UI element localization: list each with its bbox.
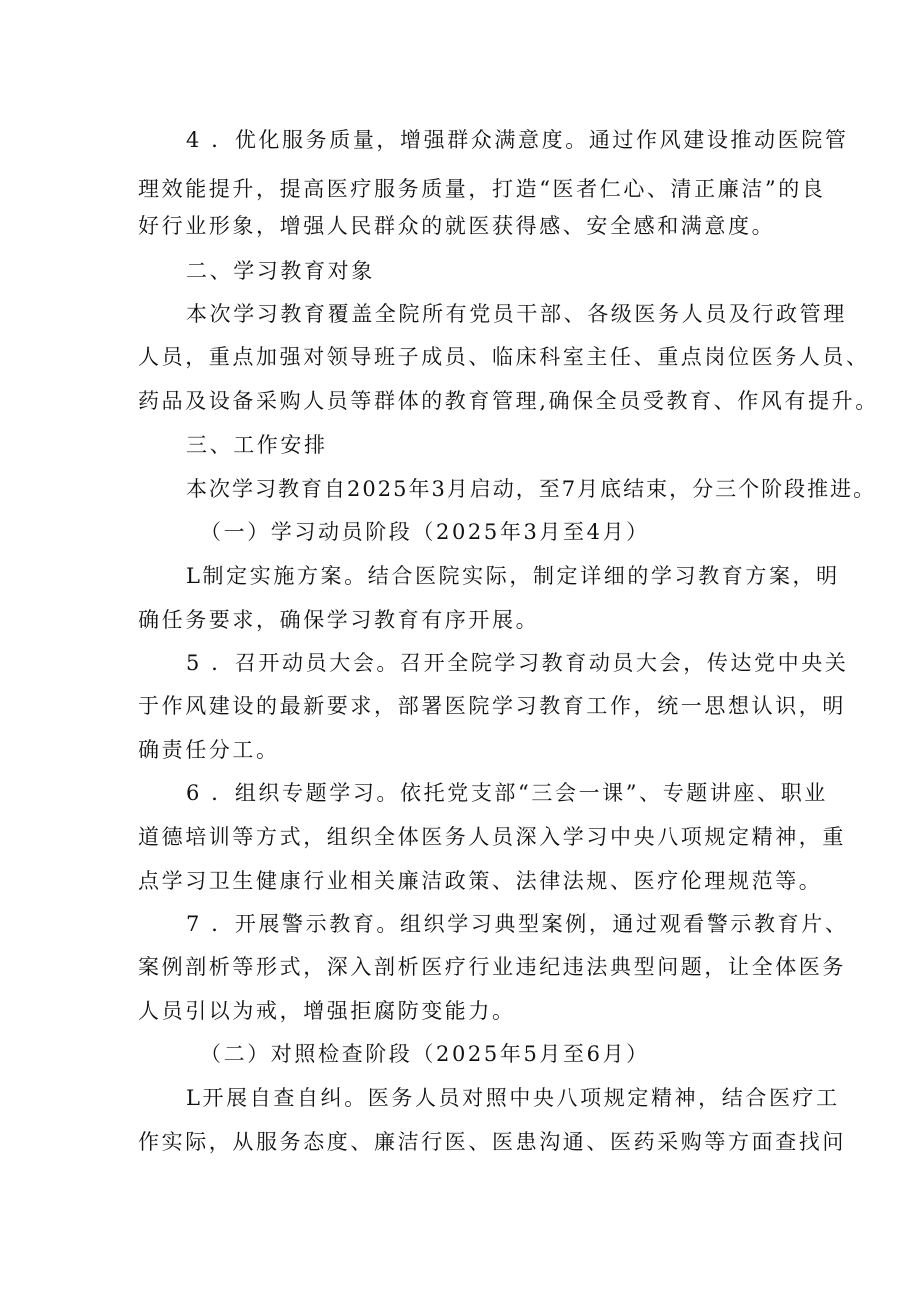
section-heading: 三、工作安排	[186, 433, 328, 457]
paragraph-line: 道德培训等方式，组织全体医务人员深入学习中央八项规定精神，重	[138, 825, 846, 849]
paragraph-line: L制定实施方案。结合医院实际，制定详细的学习教育方案，明	[186, 564, 840, 588]
paragraph-line: 4 ．优化服务质量，增强群众满意度。通过作风建设推动医院管	[186, 128, 849, 152]
paragraph-line: 点学习卫生健康行业相关廉洁政策、法律法规、医疗伦理规范等。	[138, 869, 823, 893]
paragraph-line: 人员引以为戒，增强拒腐防变能力。	[138, 999, 516, 1023]
paragraph-line: 7 ．开展警示教育。组织学习典型案例，通过观看警示教育片、	[186, 912, 849, 936]
paragraph-line: 理效能提升，提高医疗服务质量，打造“医者仁心、清正廉洁”的良	[138, 177, 826, 201]
paragraph-line: L开展自查自纠。医务人员对照中央八项规定精神，结合医疗工	[186, 1086, 840, 1110]
paragraph-line: 于作风建设的最新要求，部署医院学习教育工作，统一思想认识，明	[138, 694, 846, 718]
section-heading: 二、学习教育对象	[186, 259, 375, 283]
paragraph-line: 药品及设备采购人员等群体的教育管理,确保全员受教育、作风有提升。	[138, 389, 879, 413]
paragraph-line: 好行业形象，增强人民群众的就医获得感、安全感和满意度。	[138, 214, 776, 238]
paragraph-line: 确任务要求，确保学习教育有序开展。	[138, 608, 540, 632]
paragraph-line: 作实际，从服务态度、廉洁行医、医患沟通、医药采购等方面查找问	[138, 1130, 846, 1154]
paragraph-line: 人员，重点加强对领导班子成员、临床科室主任、重点岗位医务人员、	[138, 345, 870, 369]
paragraph-line: 案例剖析等形式，深入剖析医疗行业违纪违法典型问题，让全体医务	[138, 955, 846, 979]
paragraph-line: 6 ．组织专题学习。依托党支部“三会一课”、专题讲座、职业	[186, 781, 828, 805]
paragraph-line: 本次学习教育自2025年3月启动，至7月底结束，分三个阶段推进。	[186, 477, 877, 501]
paragraph-line: 本次学习教育覆盖全院所有党员干部、各级医务人员及行政管理	[186, 302, 847, 326]
subsection-heading: （一）学习动员阶段（2025年3月至4月）	[200, 520, 650, 544]
paragraph-line: 确责任分工。	[138, 738, 280, 762]
paragraph-line: 5 ．召开动员大会。召开全院学习教育动员大会，传达党中央关	[186, 651, 849, 675]
subsection-heading: （二）对照检查阶段（2025年5月至6月）	[200, 1042, 650, 1066]
